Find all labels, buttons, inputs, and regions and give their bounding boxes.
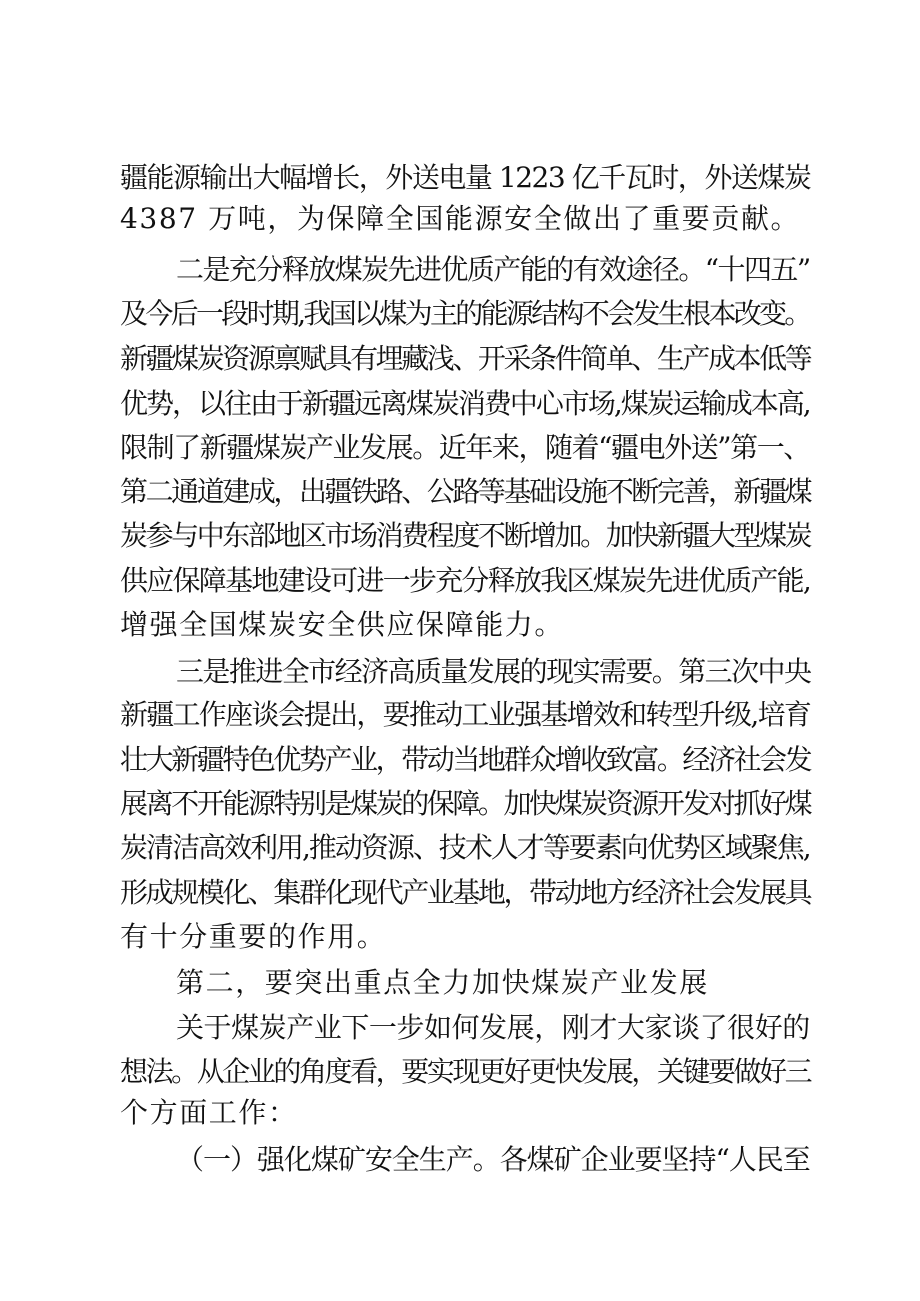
text-line: 新疆煤炭资源禀赋具有埋藏浅、开采条件简单、生产成本低等 xyxy=(120,342,811,375)
text-line: 限制了新疆煤炭产业发展。近年来，随着“疆电外送”第一、 xyxy=(120,431,810,464)
text-line: 供应保障基地建设可进一步充分释放我区煤炭先进优质产能, xyxy=(120,564,811,597)
paragraph-start-line: 二是充分释放煤炭先进优质产能的有效途径。“十四五” xyxy=(176,253,810,286)
text-line: 新疆工作座谈会提出，要推动工业强基增效和转型升级,培育 xyxy=(120,698,811,731)
text-line: 优势，以往由于新疆远离煤炭消费中心市场,煤炭运输成本高, xyxy=(120,387,810,420)
text-line: 增强全国煤炭安全供应保障能力。 xyxy=(120,608,565,641)
text-line: 及今后一段时期,我国以煤为主的能源结构不会发生根本改变。 xyxy=(120,297,810,330)
text-line: 个方面工作： xyxy=(120,1096,298,1129)
text-line: 疆能源输出大幅增长，外送电量 1223 亿千瓦时，外送煤炭 xyxy=(120,161,811,194)
text-line: 4387 万吨，为保障全国能源安全做出了重要贡献。 xyxy=(120,202,801,235)
subsection-heading: （一）强化煤矿安全生产。各煤矿企业要坚持“人民至 xyxy=(176,1143,810,1176)
text-line: 有十分重要的作用。 xyxy=(120,920,387,953)
section-heading: 第二，要突出重点全力加快煤炭产业发展 xyxy=(176,966,709,999)
paragraph-start-line: 关于煤炭产业下一步如何发展，刚才大家谈了很好的 xyxy=(176,1011,810,1044)
text-line: 炭清洁高效利用,推动资源、技术人才等要素向优势区域聚焦, xyxy=(120,831,810,864)
text-line: 第二通道建成，出疆铁路、公路等基础设施不断完善，新疆煤 xyxy=(120,475,811,508)
text-line: 炭参与中东部地区市场消费程度不断增加。加快新疆大型煤炭 xyxy=(120,519,811,552)
text-line: 形成规模化、集群化现代产业基地，带动地方经济社会发展具 xyxy=(120,876,811,909)
text-line: 壮大新疆特色优势产业，带动当地群众增收致富。经济社会发 xyxy=(120,743,811,776)
paragraph-start-line: 三是推进全市经济高质量发展的现实需要。第三次中央 xyxy=(176,655,811,688)
text-line: 展离不开能源特别是煤炭的保障。加快煤炭资源开发对抓好煤 xyxy=(120,787,811,820)
text-line: 想法。从企业的角度看，要实现更好更快发展，关键要做好三 xyxy=(120,1055,811,1088)
